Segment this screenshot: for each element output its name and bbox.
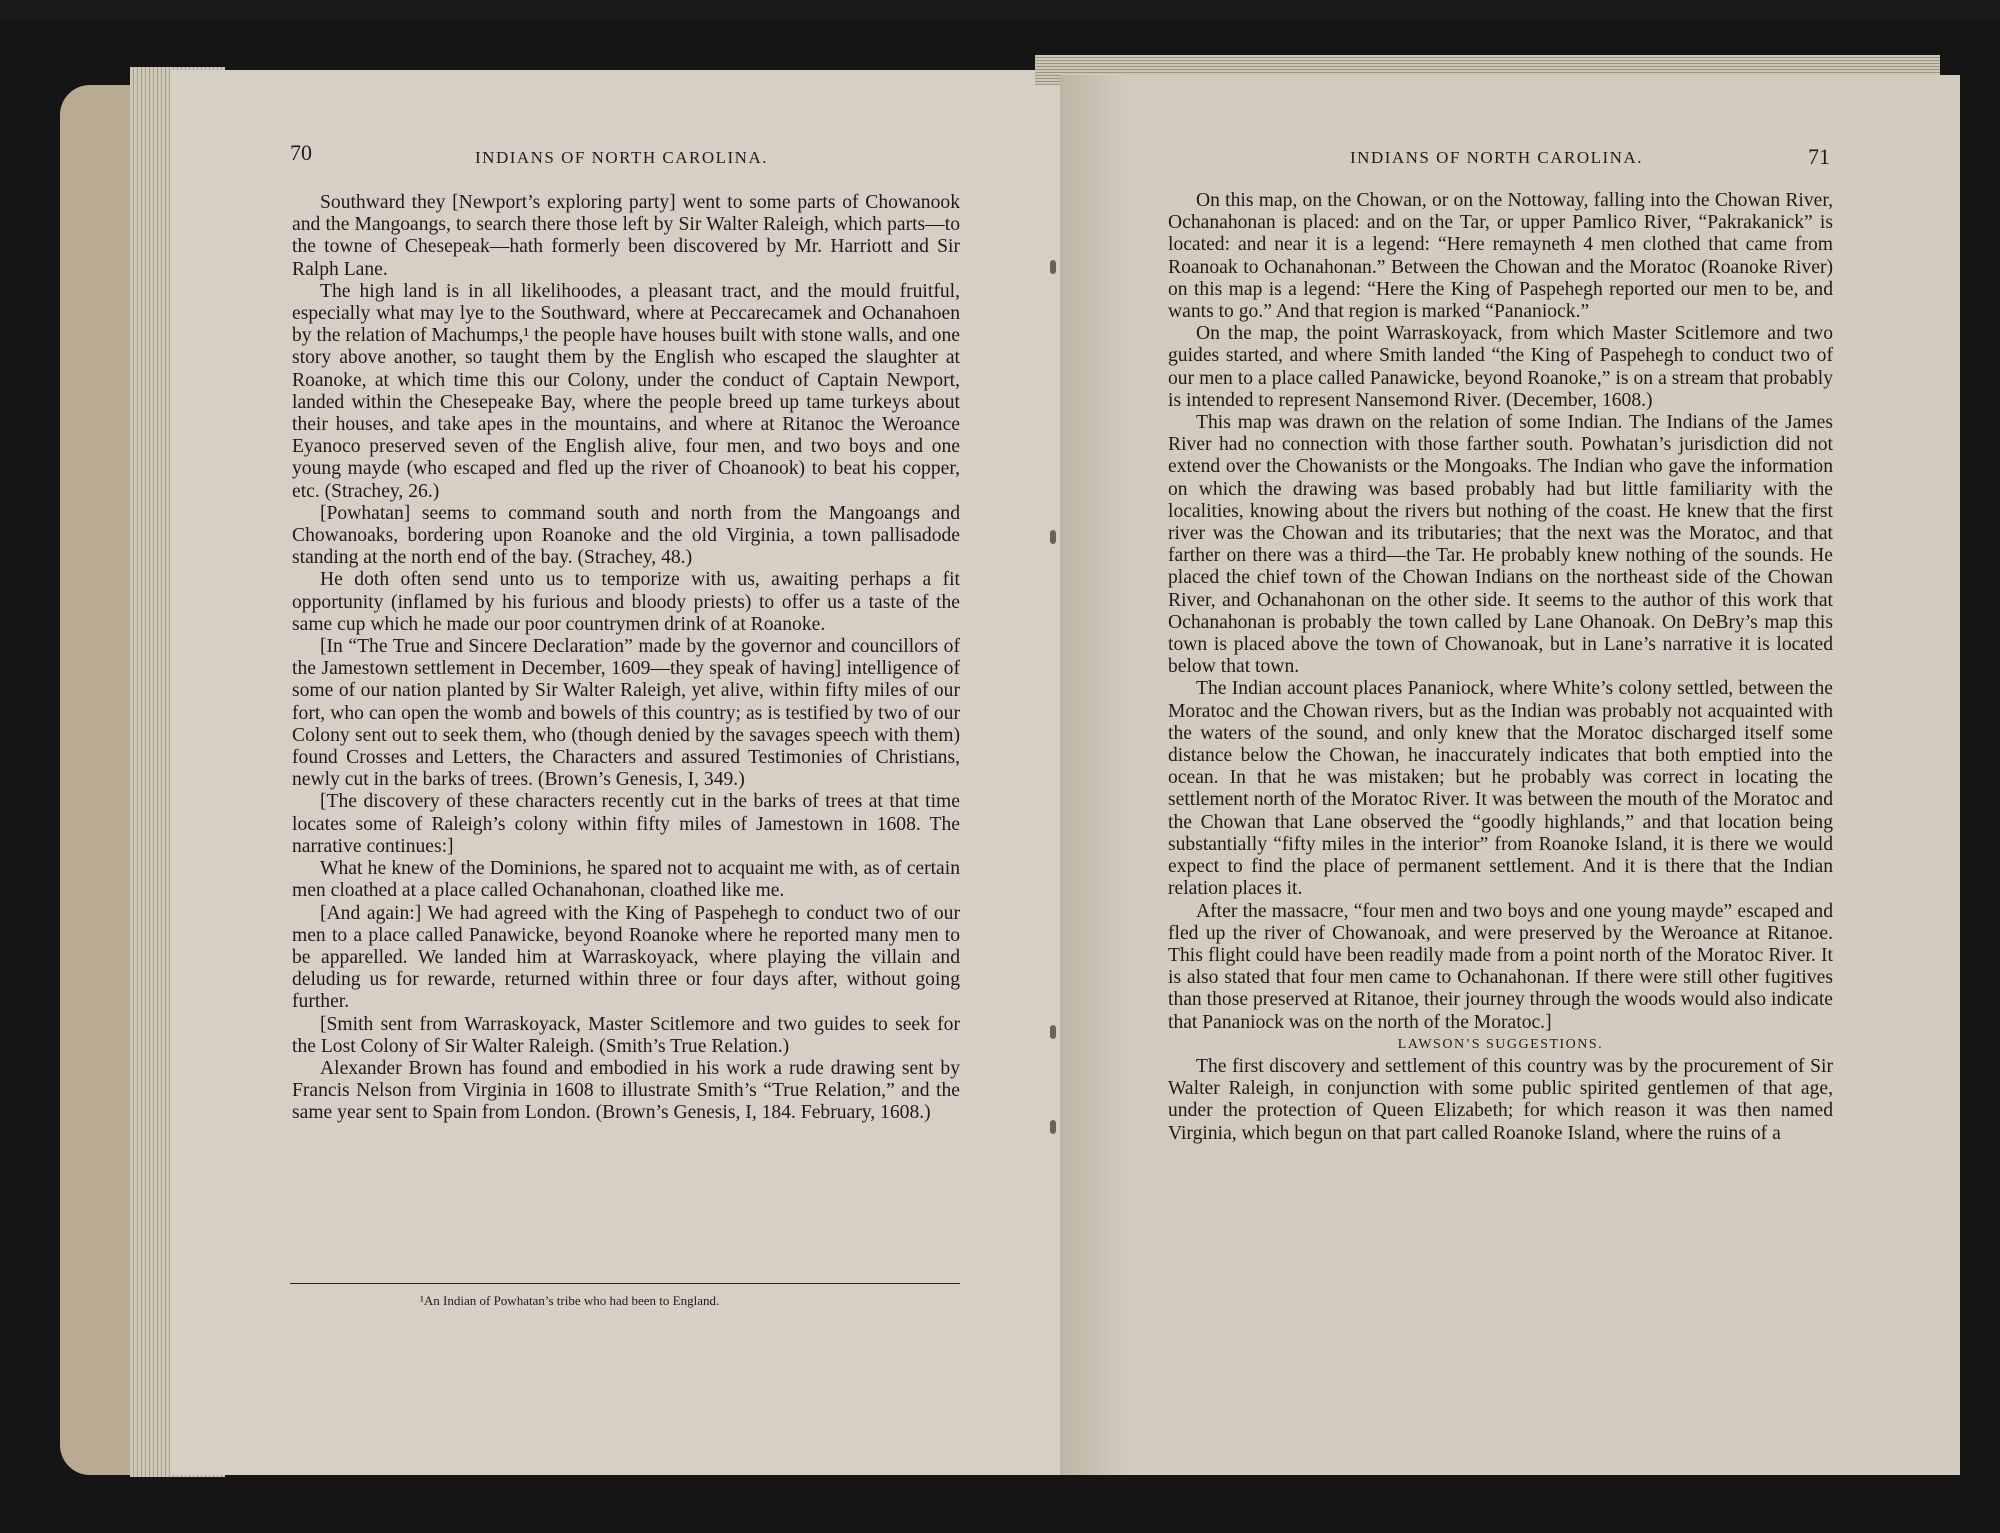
right-page-body bbox=[1168, 190, 1833, 1335]
left-page-body bbox=[292, 192, 960, 1270]
binding-stitch bbox=[1050, 530, 1056, 544]
paragraph: [In “The True and Sincere Declaration” made by the governor and councillors of the Jamestown settlement in December, 1609—they speak of having] intelligence of some of our nation planted by Sir Walter Raleigh, yet alive, within fifty miles of our fort, who can open the womb and bowels of this country; as is testified by two of our Colony sent out to seek them, who (though denied by the savages speech with them) found Crosses and Letters, the Characters and assured Testimonies of Christians, newly cut in the barks of trees. (Brown’s Genesis, I, 349.) bbox=[292, 636, 960, 791]
paragraph: After the massacre, “four men and two boys and one young mayde” escaped and fled up the river of Chowanoak, and were preserved by the Weroance at Ritanoe. This flight could have been readily made from a point north of the Moratoc River. It is also stated that four men came to Ochanahonan. If there were still other fugitives than those preserved at Ritanoe, their journey through the woods would also indicate that Pananiock was on the north of the Moratoc.] bbox=[1168, 900, 1833, 1033]
footnote-rule bbox=[290, 1283, 960, 1284]
book-gutter bbox=[1060, 75, 1130, 1475]
binding-stitch bbox=[1050, 260, 1056, 274]
binding-stitch bbox=[1050, 1025, 1056, 1039]
background-band bbox=[0, 0, 2000, 20]
paragraph: The first discovery and settlement of this country was by the procurement of Sir Walter Raleigh, in conjunction with some public spirited gentlemen of that age, under the protection of Queen Elizabeth; for which reason it was then named Virginia, which begun on that part called Roanoke Island, where the ruins of a bbox=[1168, 1055, 1833, 1144]
paragraph: The Indian account places Pananiock, where White’s colony settled, between the Moratoc and the Chowan rivers, but as the Indian was probably not acquainted with the waters of the sound, and only knew that the Moratoc discharged itself some distance below the Chowan, he inaccurately indicates that both emptied into the ocean. In that he was mistaken; but he probably was correct in locating the settlement north of the Moratoc River. It was between the mouth of the Moratoc and the Chowan that Lane observed the “goodly highlands,” and that location being substantially “fifty miles in the interior” from Roanoke Island, it is there we would expect to find the place of permanent settlement. And it is there that the Indian relation places it. bbox=[1168, 678, 1833, 900]
left-footnote: ¹An Indian of Powhatan’s tribe who had been to England. bbox=[420, 1293, 720, 1308]
paragraph: On the map, the point Warraskoyack, from which Master Scitlemore and two guides started, and where Smith landed “the King of Paspehegh to conduct two of our men to a place called Panawicke, beyond Roanoke,” is on a stream that probably is intended to represent Nansemond River. (December, 1608.) bbox=[1168, 323, 1833, 411]
right-running-head: INDIANS OF NORTH CAROLINA. bbox=[1350, 148, 1643, 167]
paragraph: [Smith sent from Warraskoyack, Master Scitlemore and two guides to seek for the Lost Colony of Sir Walter Raleigh. (Smith’s True Relation.) bbox=[292, 1013, 960, 1057]
right-page-number: 71 bbox=[1808, 144, 1830, 169]
paragraph: What he knew of the Dominions, he spared not to acquaint me with, as of certain men cloathed at a place called Ochanahonan, cloathed like me. bbox=[292, 858, 960, 902]
paragraph: This map was drawn on the relation of some Indian. The Indians of the James River had no connection with those farther south. Powhatan’s jurisdiction did not extend over the Chowanists or the Mongoaks. The Indian who gave the information on which the drawing was based probably had but little familiarity with the localities, knowing about the rivers but nothing of the coast. He knew that the first river was the Chowan and its tributaries; that the next was the Moratoc, and that farther on there was a third—the Tar. He probably knew nothing of the sounds. He placed the chief town of the Chowan Indians on the northeast side of the Chowan River, and Ochanahonan on the other side. It seems to the author of this work that Ochanahonan is probably the town called by Lane Ohanoak. On DeBry’s map this town is placed above the town of Chowanoak, but in Lane’s narrative it is located below that town. bbox=[1168, 412, 1833, 678]
left-page-number: 70 bbox=[290, 140, 312, 165]
paragraph: The high land is in all likelihoodes, a pleasant tract, and the mould fruitful, especially what may lye to the Southward, where at Peccarecamek and Ochanahoen by the relation of Machumps,¹ the people have houses built with stone walls, and one story above another, so taught them by the English who escaped the slaughter at Roanoke, at which time this our Colony, under the conduct of Captain Newport, landed within the Chesepeake Bay, where the people breed up tame turkeys about their houses, and take apes in the mountains, and where at Ritanoc the Weroance Eyanoco preserved seven of the English alive, four men, and two boys and one young mayde (who escaped and fled up the river of Choanook) to beat his copper, etc. (Strachey, 26.) bbox=[292, 280, 960, 502]
paragraph: He doth often send unto us to temporize with us, awaiting perhaps a fit opportunity (inflamed by his furious and bloody priests) to offer us a taste of the same cup which he made our poor countrymen drink of at Roanoke. bbox=[292, 569, 960, 635]
section-heading: LAWSON’S SUGGESTIONS. bbox=[1397, 1036, 1604, 1052]
paragraph: Alexander Brown has found and embodied in his work a rude drawing sent by Francis Nelson from Virginia in 1608 to illustrate Smith’s “True Relation,” and the same year sent to Spain from London. (Brown’s Genesis, I, 184. February, 1608.) bbox=[292, 1057, 960, 1124]
paragraph: Southward they [Newport’s exploring party] went to some parts of Chowanook and the Mangoangs, to search there those left by Sir Walter Raleigh, which parts—to the towne of Chesepeak—hath formerly been discovered by Mr. Harriott and Sir Ralph Lane. bbox=[292, 192, 960, 280]
binding-stitch bbox=[1050, 1120, 1056, 1134]
paragraph: [Powhatan] seems to command south and north from the Mangoangs and Chowanoaks, bordering upon Roanoke and the old Virginia, a town pallisadode standing at the north end of the bay. (Strachey, 48.) bbox=[292, 502, 960, 569]
left-running-head: INDIANS OF NORTH CAROLINA. bbox=[475, 148, 768, 167]
paragraph: [The discovery of these characters recently cut in the barks of trees at that time locates some of Raleigh’s colony within fifty miles of Jamestown in 1608. The narrative continues:] bbox=[292, 791, 960, 857]
paragraph: [And again:] We had agreed with the King of Paspehegh to conduct two of our men to a place called Panawicke, beyond Roanoke where he reported many men to be apparelled. We landed him at Warraskoyack, where playing the villain and deluding us for rewarde, returned within three or four days after, without going further. bbox=[292, 902, 960, 1013]
paragraph: On this map, on the Chowan, or on the Nottoway, falling into the Chowan River, Ochanahonan is placed: and on the Tar, or upper Pamlico River, “Pakrakanick” is located: and near it is a legend: “Here remayneth 4 men clothed that came from Roanoak to Ochanahonan.” Between the Chowan and the Moratoc (Roanoke River) on this map is a legend: “Here the King of Paspehegh reported our men to be, and wants to go.” And that region is marked “Pananiock.” bbox=[1168, 190, 1833, 323]
